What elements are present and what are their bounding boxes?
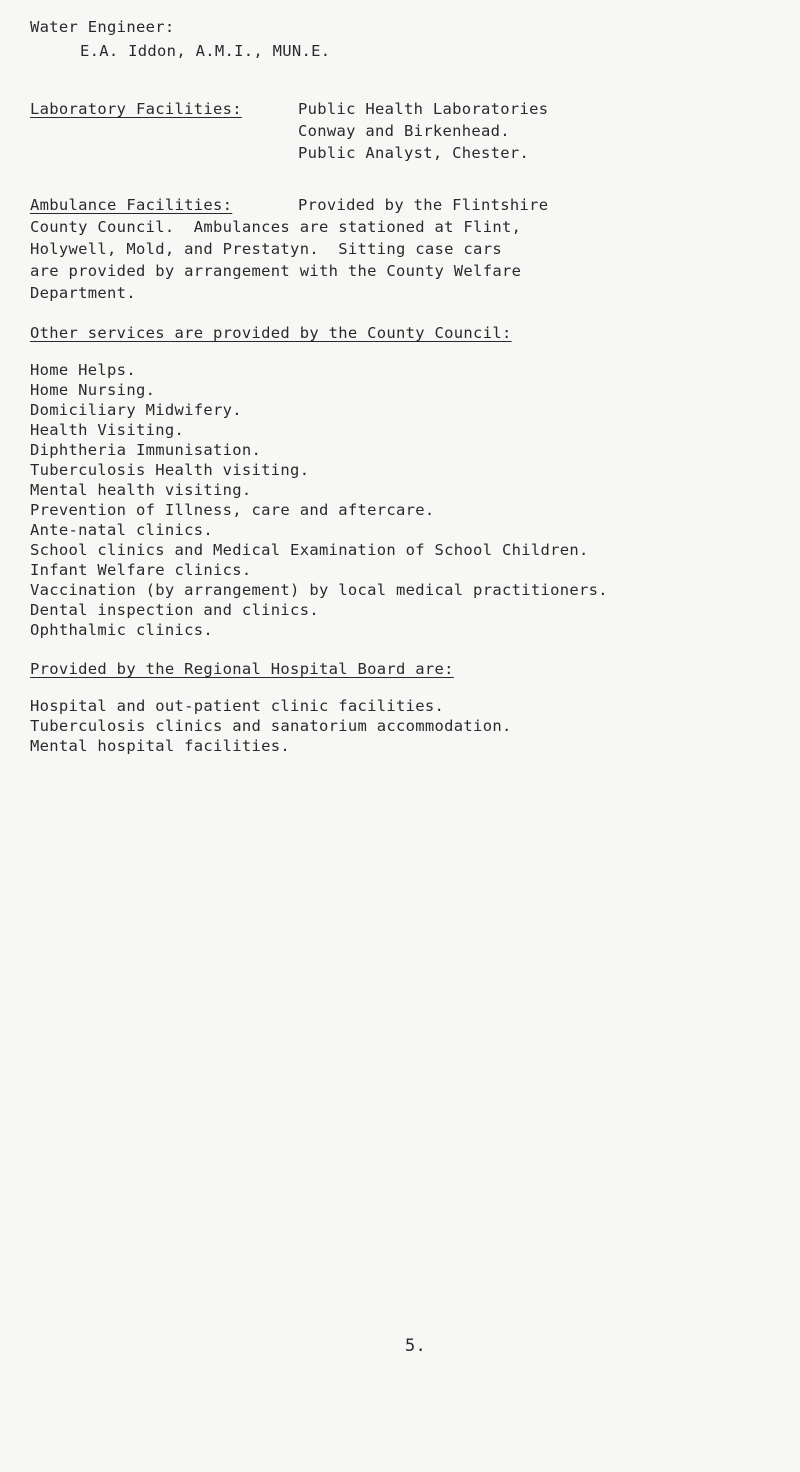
- county-service-item: Prevention of Illness, care and aftercare.: [30, 501, 435, 519]
- county-service-item: Home Helps.: [30, 361, 136, 379]
- county-service-item: Home Nursing.: [30, 381, 156, 399]
- laboratory-line-1: Public Health Laboratories: [298, 100, 549, 118]
- county-council-heading: Other services are provided by the County Council:: [30, 324, 512, 342]
- laboratory-line-2: Conway and Birkenhead.: [298, 122, 510, 140]
- ambulance-line-2: County Council. Ambulances are stationed at Flint,: [30, 218, 522, 236]
- county-service-item: Infant Welfare clinics.: [30, 561, 252, 579]
- county-service-item: School clinics and Medical Examination of School Children.: [30, 541, 589, 559]
- county-service-item: Health Visiting.: [30, 421, 185, 439]
- county-service-item: Diphtheria Immunisation.: [30, 441, 262, 459]
- water-engineer-name: E.A. Iddon, A.M.I., MUN.E.: [80, 42, 331, 60]
- ambulance-heading: Ambulance Facilities:: [30, 196, 233, 214]
- ambulance-line-5: Department.: [30, 284, 136, 302]
- laboratory-heading: Laboratory Facilities:: [30, 100, 242, 118]
- county-service-item: Mental health visiting.: [30, 481, 252, 499]
- county-service-item: Domiciliary Midwifery.: [30, 401, 242, 419]
- regional-service-item: Tuberculosis clinics and sanatorium accommodation.: [30, 717, 512, 735]
- regional-board-heading: Provided by the Regional Hospital Board are:: [30, 660, 454, 678]
- county-service-item: Dental inspection and clinics.: [30, 601, 319, 619]
- regional-service-item: Mental hospital facilities.: [30, 737, 291, 755]
- page-number: 5.: [405, 1336, 427, 1356]
- ambulance-line-1: Provided by the Flintshire: [298, 196, 549, 214]
- ambulance-line-4: are provided by arrangement with the County Welfare: [30, 262, 522, 280]
- county-service-item: Tuberculosis Health visiting.: [30, 461, 310, 479]
- laboratory-line-3: Public Analyst, Chester.: [298, 144, 530, 162]
- regional-service-item: Hospital and out-patient clinic facilities.: [30, 697, 445, 715]
- ambulance-line-3: Holywell, Mold, and Prestatyn. Sitting case cars: [30, 240, 502, 258]
- county-service-item: Vaccination (by arrangement) by local medical practitioners.: [30, 581, 608, 599]
- county-service-item: Ophthalmic clinics.: [30, 621, 214, 639]
- water-engineer-heading: Water Engineer:: [30, 18, 175, 36]
- county-service-item: Ante-natal clinics.: [30, 521, 214, 539]
